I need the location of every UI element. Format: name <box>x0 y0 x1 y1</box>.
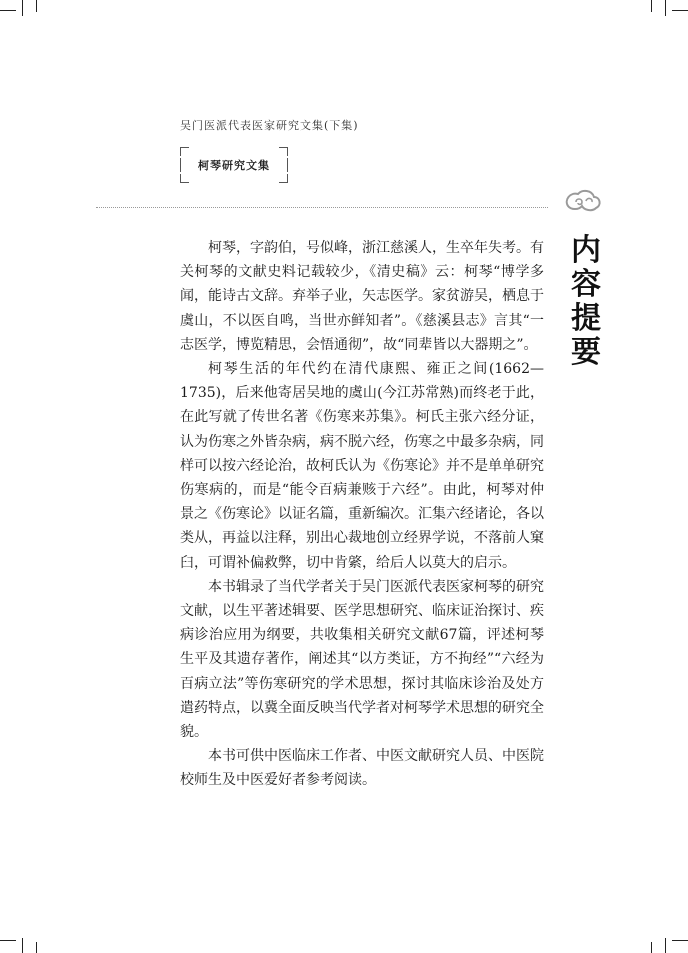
section-title-char: 容 <box>571 267 601 302</box>
crop-mark <box>36 0 37 12</box>
crop-mark <box>651 0 652 12</box>
section-title-char: 提 <box>571 301 601 336</box>
running-header: 吴门医派代表医家研究文集(下集) <box>180 119 359 132</box>
crop-mark <box>651 942 652 953</box>
section-title <box>568 234 604 370</box>
crop-mark <box>665 938 666 953</box>
paragraph: 柯琴生活的年代约在清代康熙、雍正之间(1662—1735)，后来他寄居吴地的虞山(今江苏常熟)而终老于此，在此写就了传世名著《伤寒来苏集》。柯氏主张六经分证，认为伤寒之外皆杂病，病不脱六经，伤寒之中最多杂病，同样可以按六经论治，故柯氏认为《伤寒论》并不是单单研究伤寒病的，而是“能令百病兼赅于六经”。由此，柯琴对仲景之《伤寒论》以证名篇，重新编次。汇集六经诸论，各以类从，再益以注释，别出心裁地创立经界学说，不落前人窠臼，可谓补偏救弊，切中肯綮，给后人以莫大的启示。 <box>180 361 544 571</box>
section-title-char: 内 <box>571 233 601 268</box>
crop-mark <box>672 10 688 11</box>
section-title-char: 要 <box>571 335 601 370</box>
crop-mark <box>22 0 23 16</box>
cloud-swirl-icon <box>562 188 602 218</box>
crop-mark <box>665 0 666 16</box>
crop-mark <box>36 942 37 953</box>
paragraph: 本书辑录了当代学者关于吴门医派代表医家柯琴的研究文献，以生平著述辑要、医学思想研究、临床证治探讨、疾病诊治应用为纲要，共收集相关研究文献67篇，评述柯琴生平及其遗存著作，阐述其“以方类证，方不拘经”“六经为百病立法”等伤寒研究的学术思想，探讨其临床诊治及处方遣药特点，以冀全面反映当代学者对柯琴学术思想的研究全貌。 <box>180 578 544 741</box>
book-label-frame <box>180 147 288 183</box>
crop-mark <box>0 940 16 941</box>
paragraph: 柯琴，字韵伯，号似峰，浙江慈溪人，生卒年失考。有关柯琴的文献史料记载较少，《清史稿》云：柯琴“博学多闻，能诗古文辞。弃举子业，矢志医学。家贫游吴，栖息于虞山，不以医自鸣，当世亦鲜知者”。《慈溪县志》言其“一志医学，博览精思，会悟通彻”，故“同辈皆以大器期之”。 <box>180 240 544 353</box>
crop-mark <box>672 940 688 941</box>
summary-body <box>180 236 544 793</box>
section-divider <box>96 207 548 208</box>
book-label: 柯琴研究文集 <box>198 159 270 172</box>
crop-mark <box>22 938 23 953</box>
crop-mark <box>0 10 16 11</box>
paragraph: 本书可供中医临床工作者、中医文献研究人员、中医院校师生及中医爱好者参考阅读。 <box>180 748 544 789</box>
